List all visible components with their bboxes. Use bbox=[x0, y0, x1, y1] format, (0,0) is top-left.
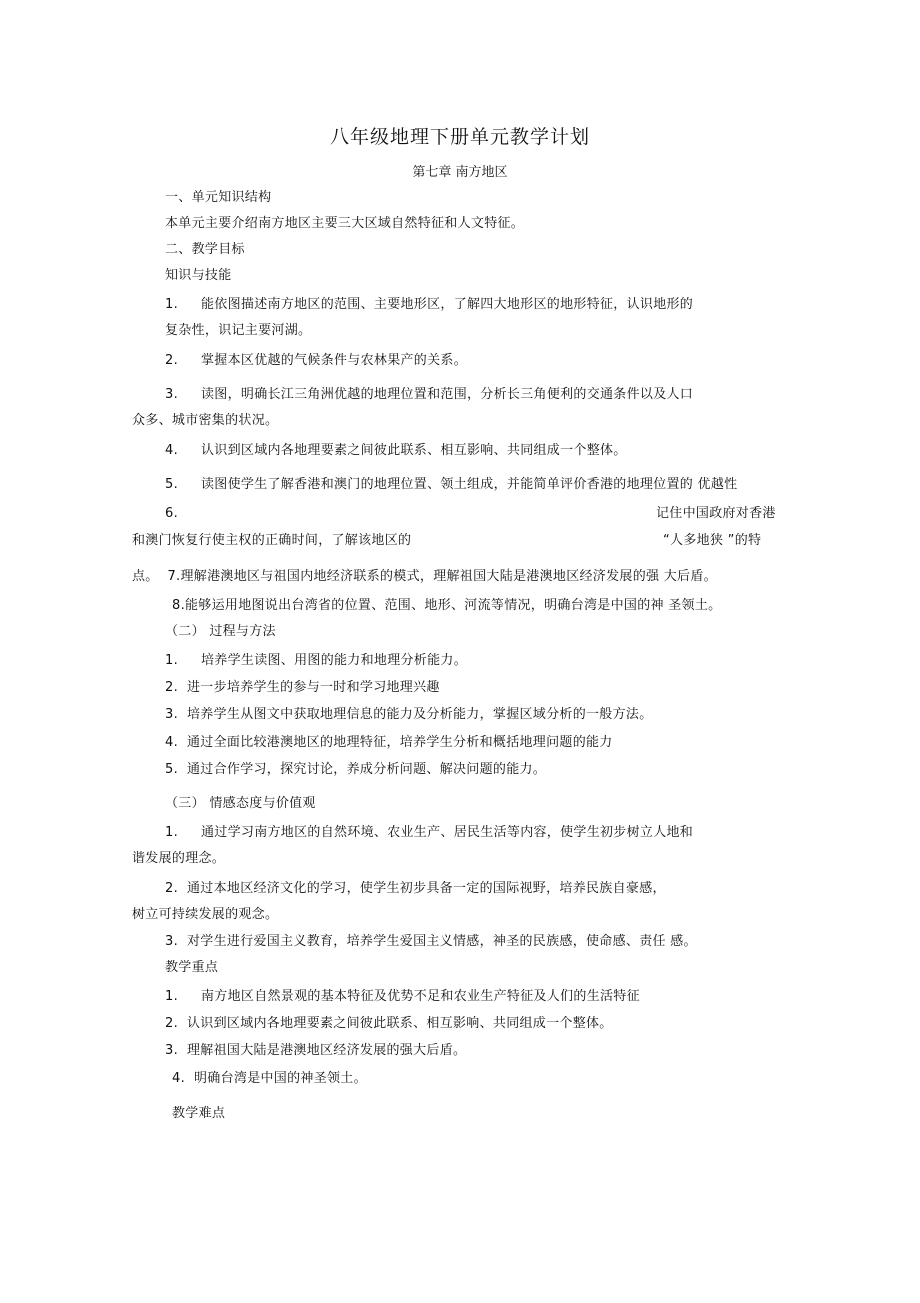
knowledge-heading: 知识与技能 bbox=[165, 268, 232, 283]
knowledge-item-1-cont: 复杂性，识记主要河湖。 bbox=[165, 323, 312, 338]
item-text: 读图，明确长江三角洲优越的地理位置和范围，分析长三角便利的交通条件以及人口 bbox=[201, 387, 694, 402]
item-text: 南方地区自然景观的基本特征及优势不足和农业生产特征及人们的生活特征 bbox=[201, 989, 640, 1004]
item-number: 4. bbox=[165, 443, 179, 458]
chapter-title: 第七章 南方地区 bbox=[412, 165, 508, 180]
knowledge-item-4 bbox=[165, 443, 627, 459]
item-text: 理解祖国大陆是港澳地区经济发展的强大后盾。 bbox=[187, 1043, 467, 1058]
item-text: 进一步培养学生的参与一时和学习地理兴趣 bbox=[187, 680, 440, 695]
item-text: 认识到区域内各地理要素之间彼此联系、相互影响、共同组成一个整体。 bbox=[201, 443, 627, 458]
key-item-4 bbox=[172, 1071, 367, 1087]
item-text: 培养学生从图文中获取地理信息的能力及分析能力，掌握区域分析的一般方法。 bbox=[187, 707, 653, 722]
page-title: 八年级地理下册单元教学计划 bbox=[329, 126, 590, 148]
item-text: 通过全面比较港澳地区的地理特征，培养学生分析和概括地理问题的能力 bbox=[187, 735, 613, 750]
section1-heading: 一、单元知识结构 bbox=[165, 190, 272, 205]
process-item-5 bbox=[165, 762, 546, 778]
knowledge-item-6-number: 6. bbox=[165, 506, 179, 521]
knowledge-item-2 bbox=[165, 353, 467, 369]
process-item-3 bbox=[165, 707, 653, 723]
item-number: 3. bbox=[165, 934, 179, 949]
item-number: 2. bbox=[165, 353, 179, 368]
item-number: 4. bbox=[172, 1071, 186, 1086]
item-text: 读图使学生了解香港和澳门的地理位置、领土组成，并能简单评价香港的地理位置的 优越性 bbox=[201, 477, 738, 492]
difficulty-heading: 教学难点 bbox=[172, 1106, 226, 1121]
item-number: 3. bbox=[165, 707, 179, 722]
item-text: 能依图描述南方地区的范围、主要地形区，了解四大地形区的地形特征，认识地形的 bbox=[201, 297, 694, 312]
key-item-3 bbox=[165, 1043, 466, 1059]
process-item-4 bbox=[165, 735, 613, 751]
item-number: 5. bbox=[165, 477, 179, 492]
emotion-item-3 bbox=[165, 934, 697, 950]
emotion-item-2 bbox=[165, 881, 666, 897]
item-number: 1. bbox=[165, 825, 179, 840]
item-number: 1. bbox=[165, 653, 179, 668]
knowledge-item-6-cont-right: “人多地狭 ”的特 bbox=[663, 533, 762, 548]
item-text: 对学生进行爱国主义教育，培养学生爱国主义情感，神圣的民族感，使命感、责任 感。 bbox=[187, 934, 697, 949]
knowledge-item-6-text: 记住中国政府对香港 bbox=[656, 506, 776, 521]
item-number: 1. bbox=[165, 989, 179, 1004]
knowledge-item-7 bbox=[132, 569, 717, 585]
emotion-item-2-cont: 树立可持续发展的观念。 bbox=[132, 907, 279, 922]
item-number: 3. bbox=[165, 387, 179, 402]
item-text: 掌握本区优越的气候条件与农林果产的关系。 bbox=[201, 353, 468, 368]
item-number: 5. bbox=[165, 762, 179, 777]
key-heading: 教学重点 bbox=[165, 960, 219, 975]
emotion-item-1-cont: 谐发展的理念。 bbox=[132, 851, 226, 866]
knowledge-item-3 bbox=[165, 387, 693, 403]
knowledge-item-8: 8.能够运用地图说出台湾省的位置、范围、地形、河流等情况，明确台湾是中国的神 圣领土。 bbox=[172, 598, 722, 613]
key-item-2 bbox=[165, 1016, 613, 1032]
item-number: 2. bbox=[165, 881, 179, 896]
knowledge-item-6-cont-left: 和澳门恢复行使主权的正确时间，了解该地区的 bbox=[132, 533, 412, 548]
item-text: 培养学生读图、用图的能力和地理分析能力。 bbox=[201, 653, 468, 668]
item-number: 1. bbox=[165, 297, 179, 312]
item-text: 通过合作学习，探究讨论，养成分析问题、解决问题的能力。 bbox=[187, 762, 547, 777]
key-item-1 bbox=[165, 989, 640, 1005]
knowledge-item-3-cont: 众多、城市密集的状况。 bbox=[132, 413, 279, 428]
emotion-heading: （三） 情感态度与价值观 bbox=[165, 796, 316, 811]
process-item-1 bbox=[165, 653, 467, 669]
item-number: 2. bbox=[165, 680, 179, 695]
item-text: 通过本地区经济文化的学习，使学生初步具备一定的国际视野，培养民族自豪感， bbox=[187, 881, 666, 896]
item-number: 3. bbox=[165, 1043, 179, 1058]
process-heading: （二） 过程与方法 bbox=[165, 624, 276, 639]
process-item-2 bbox=[165, 680, 440, 696]
item-text: 通过学习南方地区的自然环境、农业生产、居民生活等内容，使学生初步树立人地和 bbox=[201, 825, 694, 840]
section2-heading: 二、教学目标 bbox=[165, 242, 245, 257]
knowledge-item-5 bbox=[165, 477, 737, 493]
item-number: 2. bbox=[165, 1016, 179, 1031]
item-number: 4. bbox=[165, 735, 179, 750]
emotion-item-1 bbox=[165, 825, 693, 841]
item-text: 认识到区域内各地理要素之间彼此联系、相互影响、共同组成一个整体。 bbox=[187, 1016, 613, 1031]
item-lead: 点。 bbox=[132, 569, 159, 584]
section1-text: 本单元主要介绍南方地区主要三大区域自然特征和人文特征。 bbox=[165, 216, 525, 231]
item-text: 7.理解港澳地区与祖国内地经济联系的模式，理解祖国大陆是港澳地区经济发展的强 大后盾。 bbox=[167, 569, 717, 584]
knowledge-item-1 bbox=[165, 297, 693, 313]
item-text: 明确台湾是中国的神圣领土。 bbox=[194, 1071, 367, 1086]
